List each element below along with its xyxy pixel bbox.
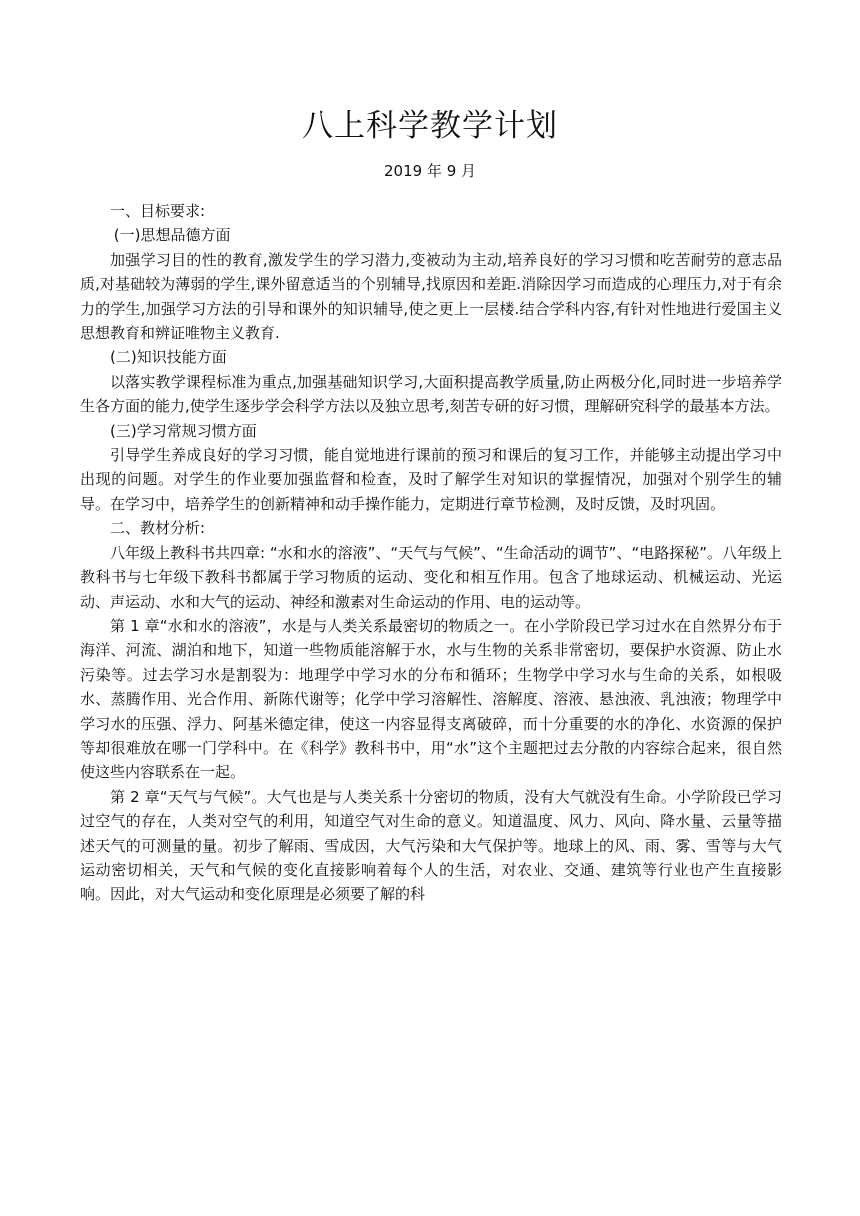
section-heading-textbook: 二、教材分析: xyxy=(110,519,206,538)
subheading-habits: (三)学习常规习惯方面 xyxy=(110,421,257,440)
document-date: 2019 年 9 月 xyxy=(383,162,477,180)
section-heading-goals: 一、目标要求: xyxy=(110,202,206,220)
paragraph-textbook-overview: 八年级上教科书共四章: “水和水的溶液”、“天气与气候”、“生命活动的调节”、“电路探秘”。八年级上教科书与七年级下教科书都属于学习物质的运动、变化和相互作用。包含了地球运动、机械运动、光运动、声运动、水和大气的运动、神经和激素对生命运动的作用、电的运动等。 xyxy=(80,543,782,611)
paragraph-chapter-1: 第 1 章“水和水的溶液”，水是与人类关系最密切的物质之一。在小学阶段已学习过水在自然界分布于海洋、河流、湖泊和地下，知道一些物质能溶解于水，水与生物的关系非常密切，要保护水资源、防止水污染等。过去学习水是割裂为：地理学中学习水的分布和循环；生物学中学习水与生命的关系，如根吸水、蒸腾作用、光合作用、新陈代谢等；化学中学习溶解性、溶解度、溶液、悬浊液、乳浊液；物理学中学习水的压强、浮力、阿基米德定律，使这一内容显得支离破碎，而十分重要的水的净化、水资源的保护等却很难放在哪一门学科中。在《科学》教科书中，用“水”这个主题把过去分散的内容综合起来，很自然使这些内容联系在一起。 xyxy=(80,616,782,782)
subheading-knowledge: (二)知识技能方面 xyxy=(110,348,227,367)
subheading-moral: (一)思想品德方面 xyxy=(113,226,231,245)
document-body xyxy=(80,199,782,907)
paragraph-moral: 加强学习目的性的教育,激发学生的学习潜力,变被动为主动,培养良好的学习习惯和吃苦耐劳的意志品质,对基础较为薄弱的学生,课外留意适当的个别辅导,找原因和差距.消除因学习而造成的心理压力,对于有余力的学生,加强学习方法的引导和课外的知识辅导,使之更上一层楼.结合学科内容,有针对性地进行爱国主义思想教育和辨证唯物主义教育. xyxy=(80,250,782,343)
document-title: 八上科学教学计划 xyxy=(302,108,558,144)
paragraph-knowledge: 以落实教学课程标准为重点,加强基础知识学习,大面积提高教学质量,防止两极分化,同时进一步培养学生各方面的能力,使学生逐步学会科学方法以及独立思考,刻苦专研的好习惯，理解研究科学的最基本方法。 xyxy=(80,372,782,416)
paragraph-habits: 引导学生养成良好的学习习惯，能自觉地进行课前的预习和课后的复习工作，并能够主动提出学习中出现的问题。对学生的作业要加强监督和检查，及时了解学生对知识的掌握情况，加强对个别学生的辅导。在学习中，培养学生的创新精神和动手操作能力，定期进行章节检测，及时反馈，及时巩固。 xyxy=(80,446,782,513)
paragraph-chapter-2: 第 2 章“天气与气候”。大气也是与人类关系十分密切的物质，没有大气就没有生命。小学阶段已学习过空气的存在，人类对空气的利用，知道空气对生命的意义。知道温度、风力、风向、降水量、云量等描述天气的可测量的量。初步了解雨、雪成因，大气污染和大气保护等。地球上的风、雨、雾、雪等与大气运动密切相关，天气和气候的变化直接影响着每个人的生活，对农业、交通、建筑等行业也产生直接影响。因此，对大气运动和变化原理是必须要了解的科 xyxy=(80,787,782,904)
